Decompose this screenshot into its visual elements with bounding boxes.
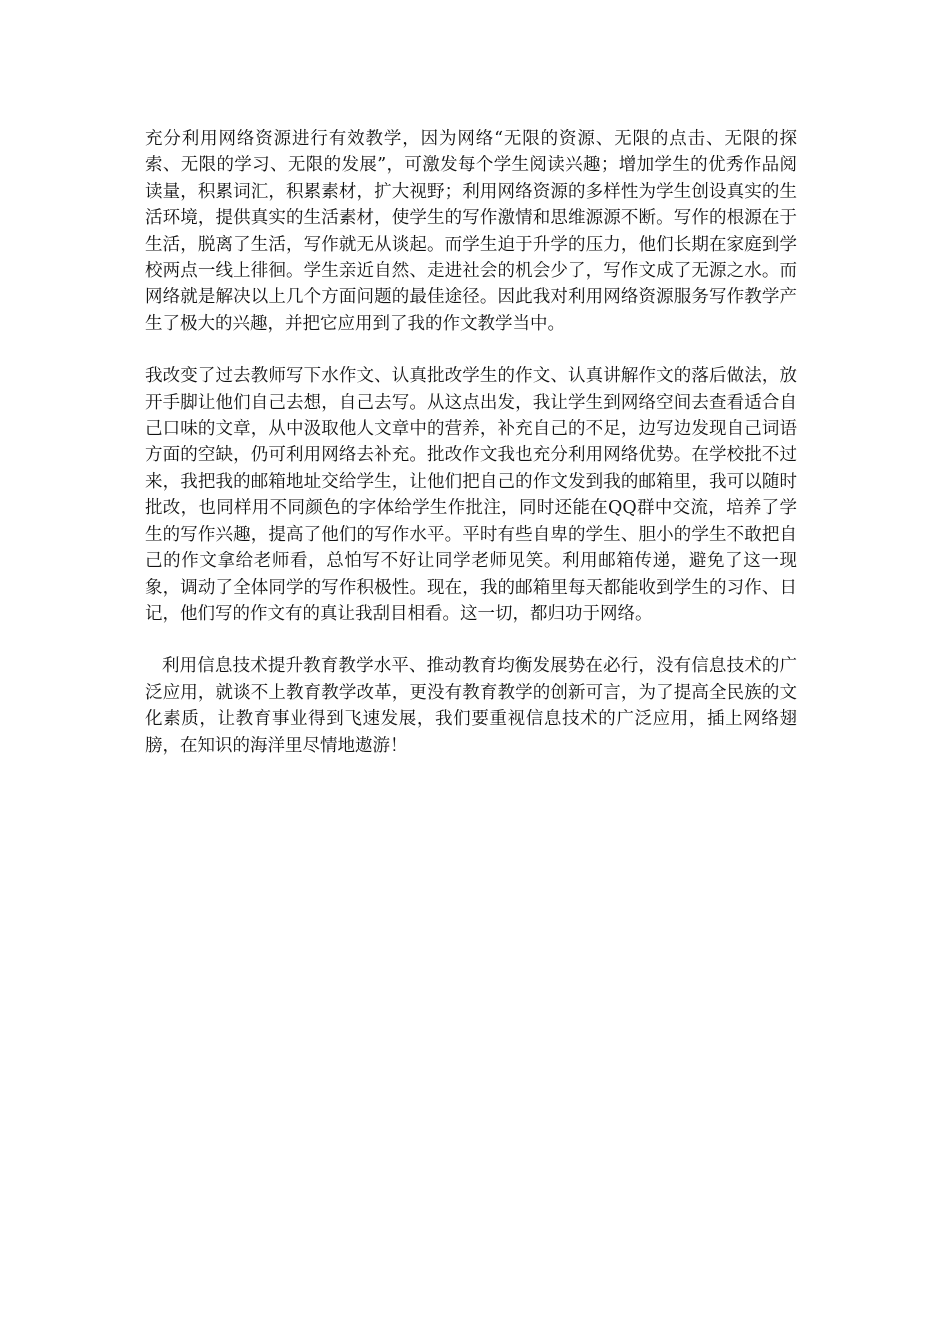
- paragraph-1: 充分利用网络资源进行有效教学，因为网络“无限的资源、无限的点击、无限的探索、无限的学习、无限的发展”，可激发每个学生阅读兴趣；增加学生的优秀作品阅读量，积累词汇，积累素材，扩大视野；利用网络资源的多样性为学生创设真实的生活环境，提供真实的生活素材，使学生的写作激情和思维源源不断。写作的根源在于生活，脱离了生活，写作就无从谈起。而学生迫于升学的压力，他们长期在家庭到学校两点一线上徘徊。学生亲近自然、走进社会的机会少了，写作文成了无源之水。而网络就是解决以上几个方面问题的最佳途径。因此我对利用网络资源服务写作教学产生了极大的兴趣，并把它应用到了我的作文教学当中。: [145, 129, 797, 334]
- paragraph-2: 我改变了过去教师写下水作文、认真批改学生的作文、认真讲解作文的落后做法，放开手脚让他们自己去想，自己去写。从这点出发，我让学生到网络空间去查看适合自己口味的文章，从中汲取他人文章中的营养，补充自己的不足，边写边发现自己词语方面的空缺，仍可利用网络去补充。批改作文我也充分利用网络优势。在学校批不过来，我把我的邮箱地址交给学生，让他们把自己的作文发到我的邮箱里，我可以随时批改，也同样用不同颜色的字体给学生作批注，同时还能在QQ群中交流，培养了学生的写作兴趣，提高了他们的写作水平。平时有些自卑的学生、胆小的学生不敢把自己的作文拿给老师看，总怕写不好让同学老师见笑。利用邮箱传递，避免了这一现象，调动了全体同学的写作积极性。现在，我的邮箱里每天都能收到学生的习作、日记，他们写的作文有的真让我刮目相看。这一切，都归功于网络。: [145, 366, 797, 624]
- paragraph-3: 利用信息技术提升教育教学水平、推动教育均衡发展势在必行，没有信息技术的广泛应用，就谈不上教育教学改革，更没有教育教学的创新可言，为了提高全民族的文化素质，让教育事业得到飞速发展，我们要重视信息技术的广泛应用，插上网络翅膀，在知识的海洋里尽情地遨游！: [145, 656, 797, 756]
- document-body: [145, 126, 797, 759]
